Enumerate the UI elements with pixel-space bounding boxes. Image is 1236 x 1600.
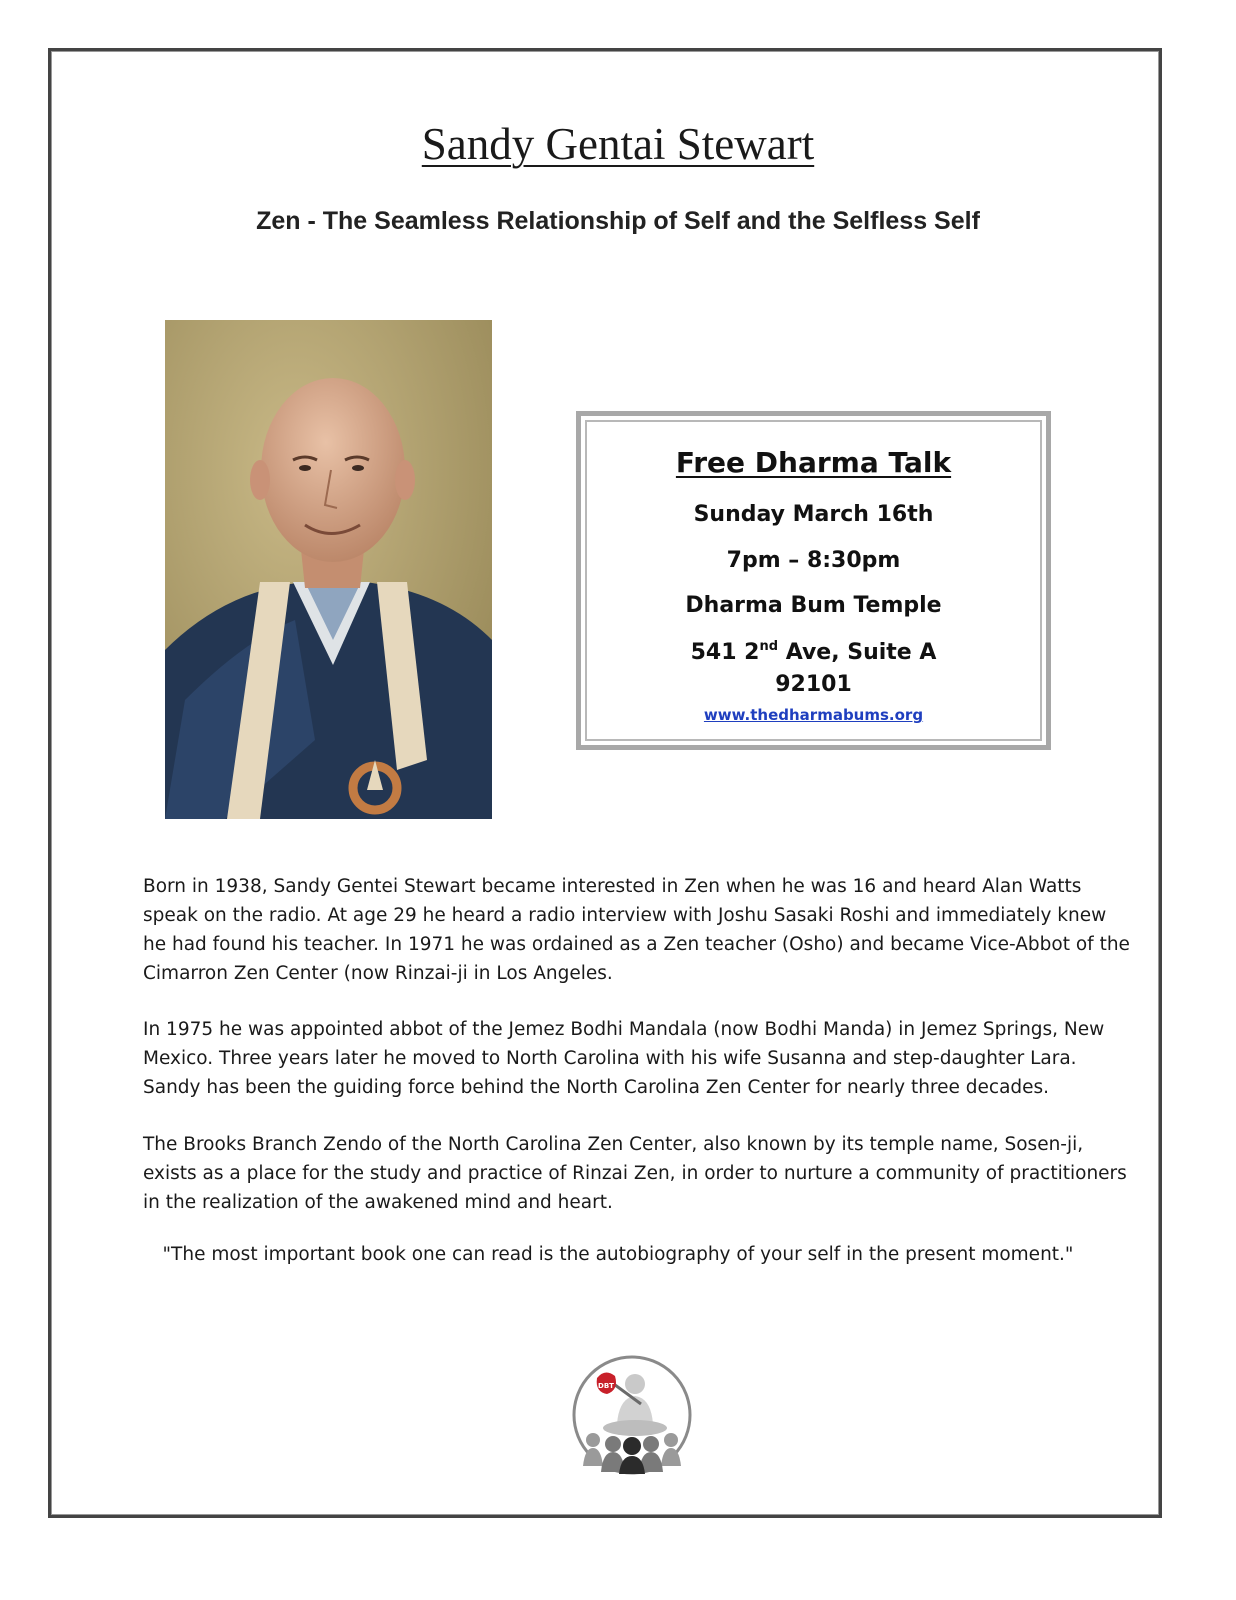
bio-paragraph-3: The Brooks Branch Zendo of the North Carolina Zen Center, also known by its temple name, Sosen-ji, exists as a place for the study and practice of Rinzai Zen, in order to nurture a community of practitioners in the realization of the awakened mind and heart. bbox=[143, 1134, 1127, 1213]
page-title: Sandy Gentai Stewart bbox=[421, 119, 815, 169]
bio-paragraph-1: Born in 1938, Sandy Gentei Stewart became interested in Zen when he was 16 and heard Alan Watts speak on the radio. At age 29 he heard a radio interview with Joshu Sasaki Roshi and immediately knew he had found his teacher. In 1971 he was ordained as a Zen teacher (Osho) and became Vice-Abbot of the Cimarron Zen Center (now Rinzai-ji in Los Angeles. bbox=[143, 876, 1130, 984]
event-venue: Dharma Bum Temple bbox=[685, 593, 942, 618]
temple-logo bbox=[571, 1354, 693, 1476]
address-ordinal: nd bbox=[759, 639, 779, 654]
portrait-photo bbox=[165, 320, 492, 819]
page-subtitle: Zen - The Seamless Relationship of Self and the Selfless Self bbox=[256, 207, 980, 235]
event-time: 7pm – 8:30pm bbox=[726, 548, 901, 573]
event-zip: 92101 bbox=[775, 672, 852, 697]
event-address bbox=[581, 639, 1046, 665]
logo-text: DBT bbox=[598, 1382, 614, 1390]
address-rest: Ave, Suite A bbox=[778, 640, 937, 665]
event-info-box bbox=[576, 411, 1051, 750]
event-website-link[interactable]: www.thedharmabums.org bbox=[703, 706, 924, 724]
event-title: Free Dharma Talk bbox=[675, 446, 952, 479]
event-date: Sunday March 16th bbox=[693, 502, 934, 527]
address-number: 541 2 bbox=[690, 640, 760, 665]
bio-paragraph-2: In 1975 he was appointed abbot of the Jemez Bodhi Mandala (now Bodhi Manda) in Jemez Springs, New Mexico. Three years later he moved to North Carolina with his wife Susanna and step-daughter Lara. Sandy has been the guiding force behind the North Carolina Zen Center for nearly three decades. bbox=[143, 1019, 1105, 1098]
quote: "The most important book one can read is the autobiography of your self in the present moment." bbox=[162, 1244, 1074, 1265]
